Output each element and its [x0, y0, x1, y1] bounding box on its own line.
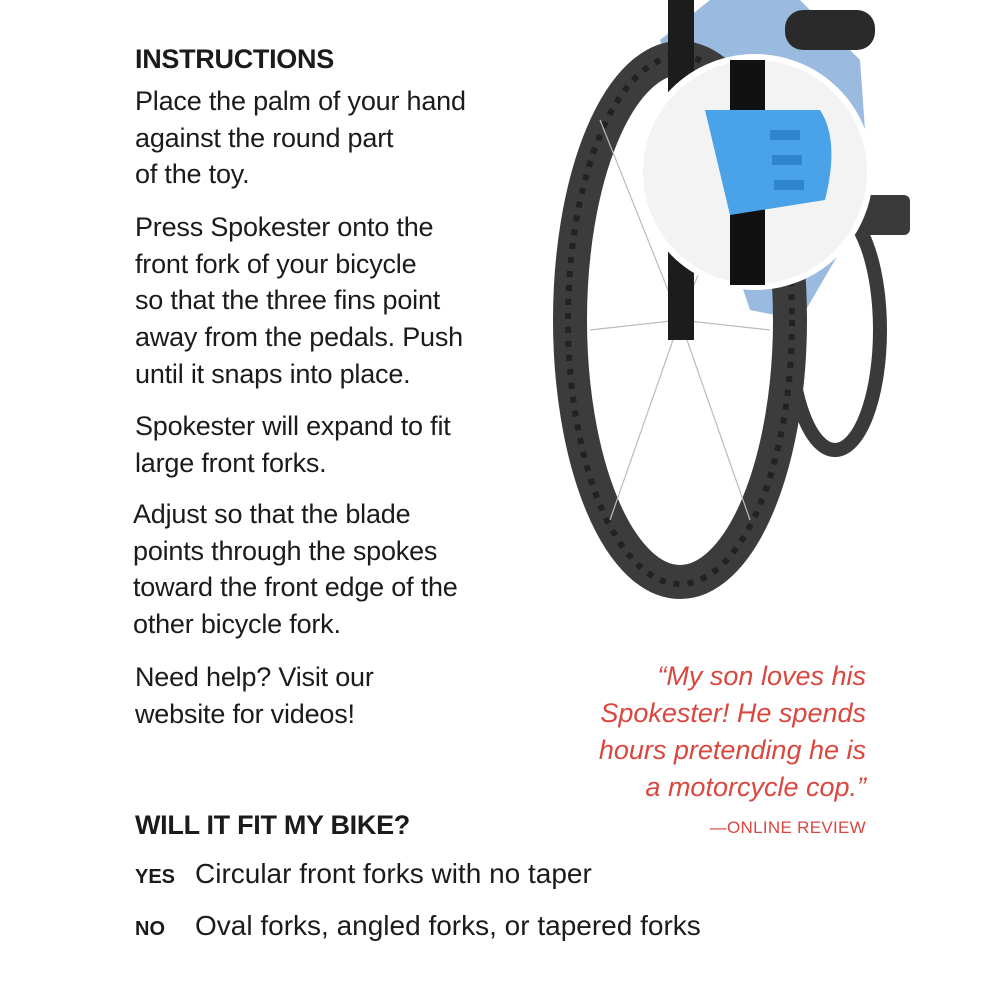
fit-heading: WILL IT FIT MY BIKE? [135, 810, 410, 840]
text-line: points through the spokes [133, 535, 438, 566]
text-line: until it snaps into place. [135, 358, 411, 389]
yes-label: YES [135, 866, 176, 888]
text-line: large front forks. [135, 447, 327, 478]
text-line: Place the palm of your hand [135, 86, 466, 116]
quote-line: hours pretending he is [598, 735, 866, 765]
text-line: against the round part [135, 122, 394, 153]
instructions-heading: INSTRUCTIONS [135, 44, 334, 74]
text-line: website for videos! [135, 698, 355, 729]
text-line: other bicycle fork. [133, 609, 341, 640]
text-line: Spokester will expand to fit [135, 411, 451, 441]
saddle [785, 10, 875, 50]
instruction-step-2 [135, 209, 463, 393]
text-line: front fork of your bicycle [135, 248, 417, 279]
instruction-step-4 [133, 496, 458, 643]
quote-line: “My son loves his [657, 661, 866, 691]
help-text [135, 659, 374, 732]
text-line: toward the front edge of the [133, 572, 458, 603]
text-line: away from the pedals. Push [135, 322, 463, 353]
review-attribution: —ONLINE REVIEW [709, 818, 866, 837]
text-line: Adjust so that the blade [133, 499, 411, 529]
quote-line: Spokester! He spends [600, 698, 866, 728]
text-line: of the toy. [135, 159, 250, 190]
text-line: so that the three fins point [135, 285, 441, 316]
instruction-step-3 [135, 408, 451, 481]
quote-line: a motorcycle cop.” [645, 772, 866, 802]
no-text: Oval forks, angled forks, or tapered forks [195, 910, 701, 941]
no-label: NO [135, 918, 165, 940]
review-quote [599, 658, 866, 806]
text-line: Need help? Visit our [135, 662, 374, 692]
text-line: Press Spokester onto the [135, 212, 434, 242]
instruction-step-1 [135, 83, 466, 193]
bicycle-product-image [540, 0, 940, 610]
yes-text: Circular front forks with no taper [195, 858, 592, 889]
